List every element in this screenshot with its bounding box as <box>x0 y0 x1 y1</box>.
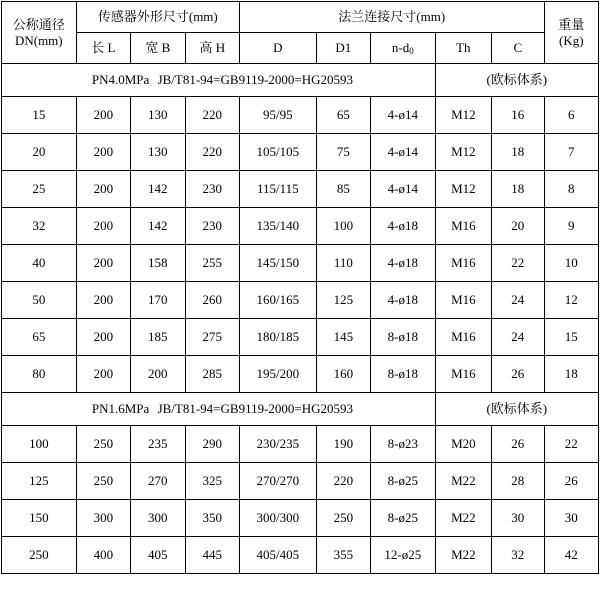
cell-n-d0: 12-ø25 <box>371 537 436 574</box>
cell-n-d0: 4-ø18 <box>371 282 436 319</box>
header-width-b: 宽 B <box>131 33 185 64</box>
cell-length: 200 <box>76 208 130 245</box>
cell-length: 200 <box>76 319 130 356</box>
cell-width: 130 <box>131 97 185 134</box>
cell-c: 22 <box>492 245 544 282</box>
cell-d1: 190 <box>316 426 370 463</box>
cell-d1: 355 <box>316 537 370 574</box>
group-header-row <box>2 64 599 97</box>
cell-c: 30 <box>492 500 544 537</box>
cell-d: 195/200 <box>239 356 316 393</box>
cell-weight: 6 <box>544 97 598 134</box>
cell-width: 170 <box>131 282 185 319</box>
table-row <box>2 426 599 463</box>
header-length-l: 长 L <box>76 33 130 64</box>
table-row <box>2 356 599 393</box>
cell-n-d0: 4-ø14 <box>371 171 436 208</box>
table-row <box>2 463 599 500</box>
cell-d: 180/185 <box>239 319 316 356</box>
cell-height: 350 <box>185 500 239 537</box>
header-flange-dimensions-group: 法兰连接尺寸(mm) <box>239 2 544 33</box>
table-row <box>2 500 599 537</box>
cell-weight: 8 <box>544 171 598 208</box>
cell-c: 24 <box>492 282 544 319</box>
cell-height: 220 <box>185 97 239 134</box>
cell-weight: 12 <box>544 282 598 319</box>
cell-width: 130 <box>131 134 185 171</box>
cell-length: 250 <box>76 426 130 463</box>
cell-th: M22 <box>435 463 491 500</box>
cell-th: M22 <box>435 500 491 537</box>
cell-d1: 110 <box>316 245 370 282</box>
cell-height: 325 <box>185 463 239 500</box>
header-height-h: 高 H <box>185 33 239 64</box>
cell-length: 200 <box>76 171 130 208</box>
cell-d1: 220 <box>316 463 370 500</box>
header-weight-line2: (Kg) <box>558 32 584 48</box>
header-th: Th <box>435 33 491 64</box>
cell-d: 135/140 <box>239 208 316 245</box>
header-d: D <box>239 33 316 64</box>
cell-dn: 125 <box>2 463 77 500</box>
cell-width: 142 <box>131 171 185 208</box>
cell-n-d0: 8-ø25 <box>371 500 436 537</box>
cell-height: 445 <box>185 537 239 574</box>
group-standard-cell <box>2 64 436 97</box>
group-standard-text: JB/T81-94=GB9119-2000=HG20593 <box>157 72 354 88</box>
table-row <box>2 97 599 134</box>
cell-c: 24 <box>492 319 544 356</box>
cell-d1: 145 <box>316 319 370 356</box>
header-sensor-dimensions-group: 传感器外形尺寸(mm) <box>76 2 239 33</box>
cell-length: 300 <box>76 500 130 537</box>
cell-d1: 65 <box>316 97 370 134</box>
cell-width: 235 <box>131 426 185 463</box>
table-header-sub-row <box>2 33 599 64</box>
cell-height: 220 <box>185 134 239 171</box>
cell-n-d0: 4-ø14 <box>371 97 436 134</box>
header-n-d0: $n-d_0$ <box>371 33 436 64</box>
cell-dn: 15 <box>2 97 77 134</box>
cell-weight: 9 <box>544 208 598 245</box>
cell-d: 405/405 <box>239 537 316 574</box>
cell-width: 142 <box>131 208 185 245</box>
cell-n-d0: 8-ø18 <box>371 356 436 393</box>
cell-length: 200 <box>76 282 130 319</box>
cell-length: 250 <box>76 463 130 500</box>
group-note: (欧标体系) <box>435 393 598 426</box>
table-row <box>2 537 599 574</box>
cell-n-d0: 8-ø18 <box>371 319 436 356</box>
cell-d1: 100 <box>316 208 370 245</box>
cell-width: 405 <box>131 537 185 574</box>
cell-th: M16 <box>435 282 491 319</box>
cell-n-d0: 4-ø18 <box>371 208 436 245</box>
cell-th: M16 <box>435 208 491 245</box>
header-weight <box>544 2 598 64</box>
group-pressure-rating: PN4.0MPa <box>91 72 150 88</box>
cell-c: 28 <box>492 463 544 500</box>
group-standard-cell <box>2 393 436 426</box>
cell-dn: 32 <box>2 208 77 245</box>
cell-weight: 7 <box>544 134 598 171</box>
cell-length: 400 <box>76 537 130 574</box>
cell-c: 32 <box>492 537 544 574</box>
group-standard-text: JB/T81-94=GB9119-2000=HG20593 <box>157 401 354 417</box>
cell-height: 260 <box>185 282 239 319</box>
table-row <box>2 282 599 319</box>
cell-length: 200 <box>76 356 130 393</box>
table-row <box>2 208 599 245</box>
cell-dn: 150 <box>2 500 77 537</box>
cell-height: 275 <box>185 319 239 356</box>
cell-d1: 250 <box>316 500 370 537</box>
cell-c: 20 <box>492 208 544 245</box>
cell-c: 18 <box>492 171 544 208</box>
cell-d: 115/115 <box>239 171 316 208</box>
cell-weight: 22 <box>544 426 598 463</box>
cell-length: 200 <box>76 245 130 282</box>
cell-c: 16 <box>492 97 544 134</box>
cell-weight: 15 <box>544 319 598 356</box>
cell-width: 158 <box>131 245 185 282</box>
cell-weight: 26 <box>544 463 598 500</box>
cell-width: 300 <box>131 500 185 537</box>
cell-length: 200 <box>76 97 130 134</box>
cell-d: 145/150 <box>239 245 316 282</box>
cell-dn: 250 <box>2 537 77 574</box>
cell-weight: 10 <box>544 245 598 282</box>
cell-width: 185 <box>131 319 185 356</box>
specification-table <box>1 1 599 574</box>
cell-n-d0: 8-ø23 <box>371 426 436 463</box>
group-pressure-rating: PN1.6MPa <box>91 401 150 417</box>
group-note: (欧标体系) <box>435 64 598 97</box>
cell-c: 18 <box>492 134 544 171</box>
table-row <box>2 171 599 208</box>
cell-th: M16 <box>435 245 491 282</box>
cell-dn: 80 <box>2 356 77 393</box>
cell-d: 270/270 <box>239 463 316 500</box>
cell-dn: 20 <box>2 134 77 171</box>
header-nominal-diameter-line2: DN(mm) <box>14 32 63 48</box>
header-weight-line1: 重量 <box>558 16 585 32</box>
cell-th: M20 <box>435 426 491 463</box>
table-header-top-row <box>2 2 599 33</box>
cell-c: 26 <box>492 426 544 463</box>
cell-th: M22 <box>435 537 491 574</box>
cell-dn: 25 <box>2 171 77 208</box>
cell-d1: 160 <box>316 356 370 393</box>
cell-dn: 65 <box>2 319 77 356</box>
table-row <box>2 245 599 282</box>
cell-d1: 75 <box>316 134 370 171</box>
cell-d: 95/95 <box>239 97 316 134</box>
cell-dn: 40 <box>2 245 77 282</box>
cell-th: M12 <box>435 134 491 171</box>
cell-dn: 100 <box>2 426 77 463</box>
cell-n-d0: 4-ø14 <box>371 134 436 171</box>
cell-c: 26 <box>492 356 544 393</box>
cell-d: 300/300 <box>239 500 316 537</box>
header-nominal-diameter-line1: 公称通径 <box>12 16 65 32</box>
cell-weight: 18 <box>544 356 598 393</box>
cell-height: 230 <box>185 171 239 208</box>
cell-th: M12 <box>435 171 491 208</box>
cell-n-d0: 8-ø25 <box>371 463 436 500</box>
cell-d: 230/235 <box>239 426 316 463</box>
header-d1: D1 <box>316 33 370 64</box>
cell-width: 200 <box>131 356 185 393</box>
cell-n-d0: 4-ø18 <box>371 245 436 282</box>
header-nominal-diameter <box>2 2 77 64</box>
cell-height: 230 <box>185 208 239 245</box>
cell-d1: 85 <box>316 171 370 208</box>
cell-th: M16 <box>435 319 491 356</box>
table-row <box>2 319 599 356</box>
cell-weight: 42 <box>544 537 598 574</box>
cell-height: 285 <box>185 356 239 393</box>
cell-d1: 125 <box>316 282 370 319</box>
table-row <box>2 134 599 171</box>
header-c: C <box>492 33 544 64</box>
cell-height: 255 <box>185 245 239 282</box>
cell-d: 105/105 <box>239 134 316 171</box>
cell-th: M12 <box>435 97 491 134</box>
cell-height: 290 <box>185 426 239 463</box>
group-header-row <box>2 393 599 426</box>
cell-th: M16 <box>435 356 491 393</box>
cell-dn: 50 <box>2 282 77 319</box>
cell-weight: 30 <box>544 500 598 537</box>
cell-length: 200 <box>76 134 130 171</box>
cell-d: 160/165 <box>239 282 316 319</box>
cell-width: 270 <box>131 463 185 500</box>
